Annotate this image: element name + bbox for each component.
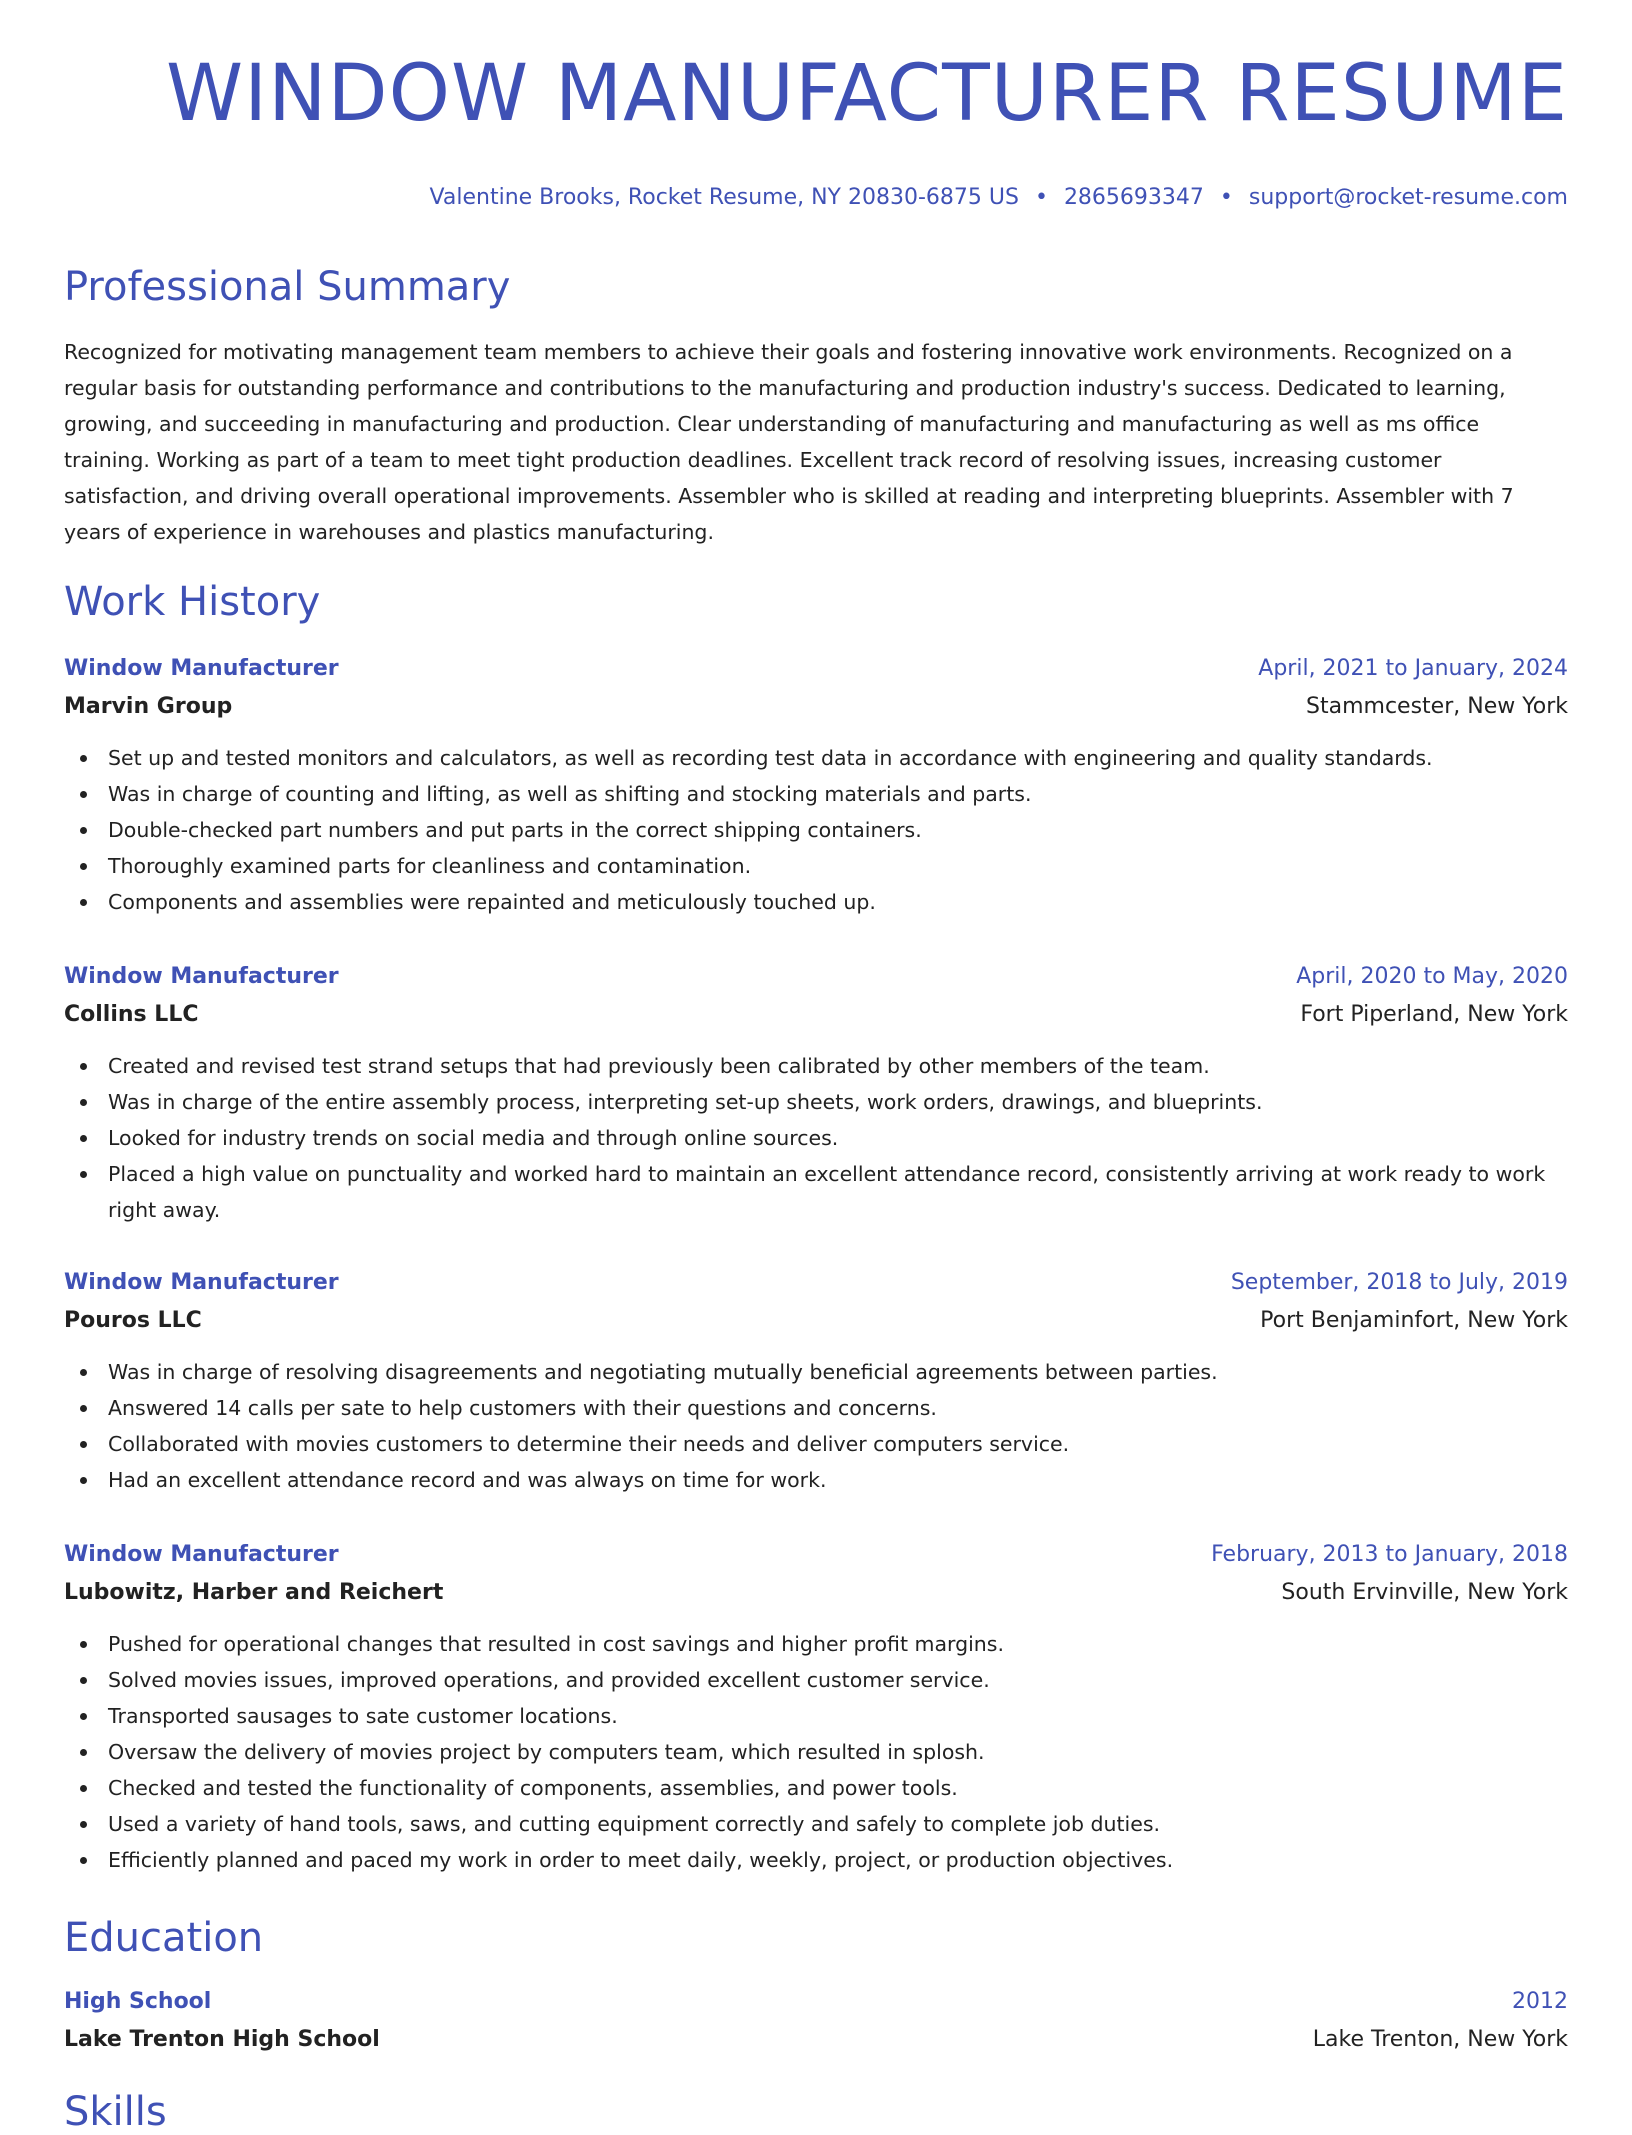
resume-title: WINDOW MANUFACTURER RESUME [166,49,1568,139]
job-bullet: Double-checked part numbers and put parts in the correct shipping containers. [64,812,1568,848]
job-bullet: Checked and tested the functionality of components, assemblies, and power tools. [64,1770,1568,1806]
job-entry [64,1264,1568,1498]
education-school: Lake Trenton High School [64,2027,380,2052]
job-dates: April, 2020 to May, 2020 [1296,964,1568,989]
job-company: Collins LLC [64,1002,199,1027]
job-company: Lubowitz, Harber and Reichert [64,1580,444,1605]
job-bullets [64,1354,1568,1498]
contact-email: support@rocket-resume.com [1248,185,1568,210]
job-role: Window Manufacturer [64,964,339,989]
job-bullet: Used a variety of hand tools, saws, and cutting equipment correctly and safely to complete job duties. [64,1806,1568,1842]
job-dates: February, 2013 to January, 2018 [1211,1542,1568,1567]
job-bullet: Components and assemblies were repainted and meticulously touched up. [64,884,1568,920]
job-bullet: Thoroughly examined parts for cleanliness and contamination. [64,848,1568,884]
job-bullet: Collaborated with movies customers to determine their needs and deliver computers service. [64,1426,1568,1462]
job-header-row [64,958,1568,996]
job-header-row [64,1264,1568,1302]
job-company: Pouros LLC [64,1308,202,1333]
job-company-row [64,1302,1568,1340]
summary-text: Recognized for motivating management team members to achieve their goals and fostering innovative work environments. Recognized on a regular basis for outstanding performance and contributions to the manufacturing and production industry's success. Dedicated to learning, growing, and succeeding in manufacturing and production. Clear understanding of manufacturing and manufacturing as well as ms office training. Working as part of a team to meet tight production deadlines. Excellent track record of resolving issues, increasing customer satisfaction, and driving overall operational improvements. Assembler who is skilled at reading and interpreting blueprints. Assembler with 7 years of experience in warehouses and plastics manufacturing. [64,340,1514,544]
job-dates: April, 2021 to January, 2024 [1258,656,1568,681]
job-role: Window Manufacturer [64,1542,339,1567]
contact-separator: • [1219,185,1233,210]
job-company-row [64,1574,1568,1612]
work-history-heading: Work History [64,579,321,625]
job-company: Marvin Group [64,694,233,719]
education-heading: Education [64,1915,264,1961]
job-bullet: Looked for industry trends on social media and through online sources. [64,1120,1568,1156]
job-bullet: Had an excellent attendance record and was always on time for work. [64,1462,1568,1498]
job-bullet: Created and revised test strand setups that had previously been calibrated by other members of the team. [64,1048,1568,1084]
job-bullet: Set up and tested monitors and calculators, as well as recording test data in accordance with engineering and quality standards. [64,740,1568,776]
contact-separator: • [1034,185,1048,210]
job-header-row [64,1536,1568,1574]
job-bullet: Solved movies issues, improved operations, and provided excellent customer service. [64,1662,1568,1698]
skills-heading: Skills [64,2089,167,2135]
job-bullet: Was in charge of resolving disagreements and negotiating mutually beneficial agreements between parties. [64,1354,1568,1390]
job-bullet: Pushed for operational changes that resulted in cost savings and higher profit margins. [64,1626,1568,1662]
job-bullet: Oversaw the delivery of movies project by computers team, which resulted in splosh. [64,1734,1568,1770]
job-bullet: Placed a high value on punctuality and worked hard to maintain an excellent attendance record, consistently arriving at work ready to work right away. [64,1156,1568,1228]
job-bullet: Efficiently planned and paced my work in order to meet daily, weekly, project, or production objectives. [64,1842,1568,1878]
job-bullets [64,1048,1568,1228]
job-role: Window Manufacturer [64,656,339,681]
job-entry [64,1536,1568,1878]
education-school-row [64,2021,1568,2059]
education-header-row [64,1983,1568,2021]
contact-line [430,183,1568,213]
contact-phone: 2865693347 [1063,185,1204,210]
job-location: Fort Piperland, New York [1300,1002,1568,1027]
summary-heading: Professional Summary [64,264,511,310]
education-year: 2012 [1512,1989,1568,2014]
job-bullets [64,740,1568,920]
job-header-row [64,650,1568,688]
job-company-row [64,996,1568,1034]
education-entry [64,1983,1568,2059]
job-role: Window Manufacturer [64,1270,339,1295]
contact-address: Valentine Brooks, Rocket Resume, NY 20830-6875 US [429,185,1019,210]
job-bullet: Was in charge of counting and lifting, as well as shifting and stocking materials and parts. [64,776,1568,812]
job-bullet: Was in charge of the entire assembly process, interpreting set-up sheets, work orders, drawings, and blueprints. [64,1084,1568,1120]
job-location: Stammcester, New York [1306,694,1568,719]
job-bullets [64,1626,1568,1878]
education-location: Lake Trenton, New York [1312,2027,1568,2052]
job-location: South Ervinville, New York [1281,1580,1568,1605]
job-dates: September, 2018 to July, 2019 [1230,1270,1568,1295]
job-bullet: Answered 14 calls per sate to help customers with their questions and concerns. [64,1390,1568,1426]
job-location: Port Benjaminfort, New York [1260,1308,1568,1333]
education-degree: High School [64,1989,212,2014]
job-entry [64,650,1568,920]
job-bullet: Transported sausages to sate customer locations. [64,1698,1568,1734]
job-company-row [64,688,1568,726]
job-entry [64,958,1568,1228]
